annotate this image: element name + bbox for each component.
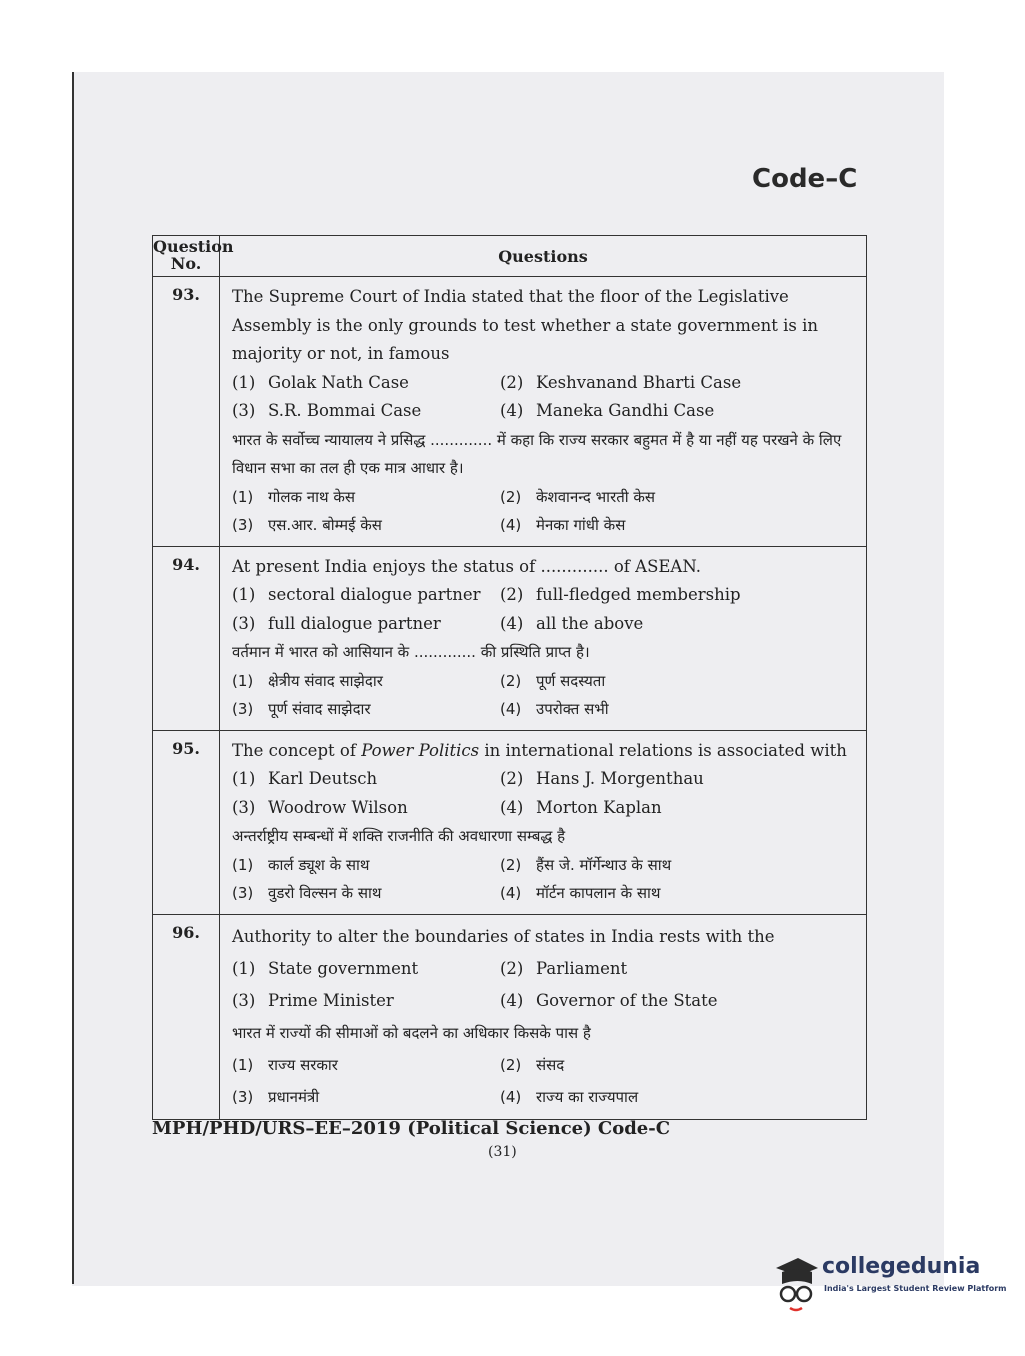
page-number: (31) bbox=[488, 1144, 517, 1160]
option-4: (4) all the above bbox=[500, 613, 644, 633]
question-text: The Supreme Court of India stated that the floor of the Legislative Assembly is the only grounds to test whether a state government is in majority or not, in famous bbox=[232, 287, 819, 363]
question-text: The concept of Power Politics in international relations is associated with bbox=[232, 740, 847, 760]
options-hindi bbox=[232, 1049, 860, 1113]
option-hindi-4: (4) राज्य का राज्यपाल bbox=[500, 1087, 639, 1106]
options bbox=[232, 369, 860, 426]
brand-tagline: India's Largest Student Review Platform bbox=[824, 1284, 1007, 1293]
option-2: (2) Parliament bbox=[500, 958, 628, 978]
option-4: (4) Governor of the State bbox=[500, 990, 718, 1010]
options bbox=[232, 953, 860, 1017]
paper-code: Code–C bbox=[752, 164, 858, 194]
option-hindi-4: (4) मॉर्टन कापलान के साथ bbox=[500, 884, 661, 902]
collegedunia-watermark bbox=[772, 1254, 1007, 1318]
question-row bbox=[153, 730, 867, 914]
option-3: (3) Woodrow Wilson bbox=[232, 797, 408, 817]
question-row bbox=[153, 914, 867, 1119]
option-4: (4) Morton Kaplan bbox=[500, 797, 662, 817]
options-hindi bbox=[232, 851, 860, 908]
option-1: (1) sectoral dialogue partner bbox=[232, 585, 481, 604]
question-text-hindi: भारत में राज्यों की सीमाओं को बदलने का अधिकार किसके पास है bbox=[232, 1023, 591, 1042]
option-3: (3) full dialogue partner bbox=[232, 613, 441, 633]
options bbox=[232, 765, 860, 822]
option-4: (4) Maneka Gandhi Case bbox=[500, 401, 715, 420]
column-header-question-no: Question No. bbox=[153, 236, 220, 277]
option-1: (1) State government bbox=[232, 958, 419, 978]
option-hindi-4: (4) मेनका गांधी केस bbox=[500, 516, 626, 534]
questions-table bbox=[152, 235, 867, 1120]
option-1: (1) Karl Deutsch bbox=[232, 769, 378, 788]
question-number: 95. bbox=[153, 730, 220, 914]
options bbox=[232, 581, 860, 638]
question-text: At present India enjoys the status of ............. of ASEAN. bbox=[232, 556, 701, 576]
option-hindi-2: (2) पूर्ण सदस्यता bbox=[500, 671, 606, 690]
option-hindi-1: (1) क्षेत्रीय संवाद साझेदार bbox=[232, 671, 383, 690]
option-hindi-3: (3) वुडरो विल्सन के साथ bbox=[232, 884, 382, 902]
option-2: (2) full-fledged membership bbox=[500, 585, 741, 604]
question-number: 94. bbox=[153, 546, 220, 730]
option-3: (3) Prime Minister bbox=[232, 990, 394, 1010]
option-hindi-3: (3) प्रधानमंत्री bbox=[232, 1087, 320, 1106]
question-row bbox=[153, 277, 867, 547]
option-hindi-2: (2) केशवानन्द भारती केस bbox=[500, 487, 656, 506]
option-2: (2) Hans J. Morgenthau bbox=[500, 769, 704, 788]
option-3: (3) S.R. Bommai Case bbox=[232, 401, 422, 420]
option-hindi-2: (2) हैंस जे. मॉर्गेन्थाउ के साथ bbox=[500, 855, 672, 874]
options-hindi bbox=[232, 667, 860, 724]
question-row bbox=[153, 546, 867, 730]
question-text-hindi: वर्तमान में भारत को आसियान के ............. की प्रस्थिति प्राप्त है। bbox=[232, 643, 590, 661]
option-hindi-2: (2) संसद bbox=[500, 1055, 565, 1074]
option-hindi-1: (1) गोलक नाथ केस bbox=[232, 487, 356, 506]
column-header-questions: Questions bbox=[220, 236, 867, 277]
question-number: 93. bbox=[153, 277, 220, 547]
option-hindi-3: (3) पूर्ण संवाद साझेदार bbox=[232, 700, 371, 718]
scan-edge bbox=[72, 72, 74, 1284]
paper-footer-title: MPH/PHD/URS–EE–2019 (Political Science) Code-C bbox=[152, 1118, 671, 1139]
question-text-hindi: भारत के सर्वोच्च न्यायालय ने प्रसिद्ध ............. में कहा कि राज्य सरकार बहुमत में है या नहीं यह परखने के लिए विधान सभा का तल ही एक मात्र आधार है। bbox=[232, 430, 842, 477]
option-2: (2) Keshvanand Bharti Case bbox=[500, 372, 742, 392]
question-text-hindi: अन्तर्राष्ट्रीय सम्बन्धों में शक्ति राजनीति की अवधारणा सम्बद्ध है bbox=[232, 827, 566, 845]
student-mascot-icon bbox=[772, 1254, 820, 1318]
question-text: Authority to alter the boundaries of states in India rests with the bbox=[232, 926, 775, 946]
brand-name: collegedunia bbox=[822, 1254, 981, 1279]
option-hindi-4: (4) उपरोक्त सभी bbox=[500, 700, 609, 718]
option-hindi-1: (1) कार्ल ड्यूश के साथ bbox=[232, 855, 370, 874]
option-1: (1) Golak Nath Case bbox=[232, 372, 409, 392]
option-hindi-3: (3) एस.आर. बोम्मई केस bbox=[232, 516, 382, 534]
options-hindi bbox=[232, 483, 860, 540]
option-hindi-1: (1) राज्य सरकार bbox=[232, 1055, 338, 1074]
question-number: 96. bbox=[153, 914, 220, 1119]
